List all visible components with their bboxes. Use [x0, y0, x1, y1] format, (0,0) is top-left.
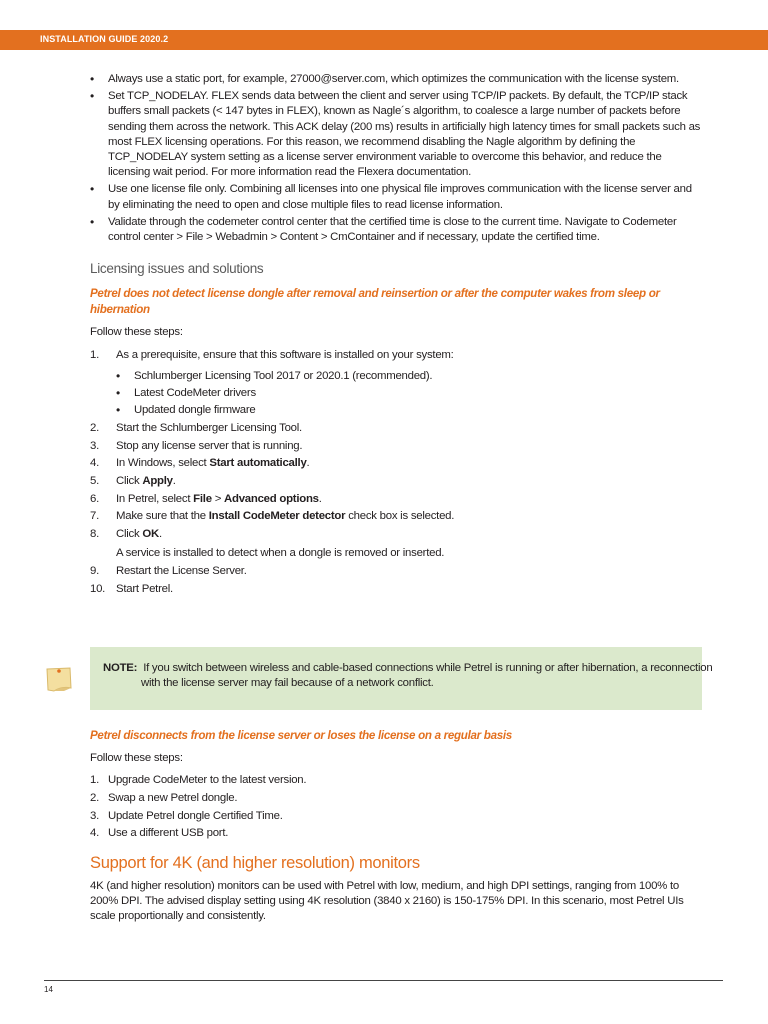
list-item	[90, 527, 702, 561]
step-text: Stop any license server that is running.	[116, 439, 303, 452]
page-content-lower	[90, 728, 702, 931]
step-number: 1.	[90, 348, 99, 361]
note-callout	[90, 647, 713, 710]
step-text-prefix: In Windows, select	[116, 457, 210, 470]
step-number: 8.	[90, 528, 99, 541]
step-number: 9.	[90, 565, 99, 578]
list-item	[90, 826, 702, 841]
step-number: 2.	[90, 421, 99, 434]
step-number: 6.	[90, 492, 99, 505]
step-number: 4.	[90, 457, 99, 470]
monitor-section-heading: Support for 4K (and higher resolution) monitors	[90, 853, 420, 872]
list-item	[90, 492, 702, 507]
list-item: • Always use a static port, for example, 27000@server.com, which optimizes the communication with the license system.	[90, 72, 702, 87]
ui-label-file: File	[193, 492, 212, 505]
list-item	[90, 439, 702, 454]
steps-intro: Follow these steps:	[90, 752, 183, 764]
list-item: • Validate through the codemeter control center that the certified time is close to the current time. Navigate to Codemeter control center > File > Webadmin > Content > CmContainer and if necessary, update the certified time.	[90, 215, 702, 245]
footer-divider	[44, 980, 723, 981]
list-item	[90, 773, 702, 788]
step-text: Update Petrel dongle Certified Time.	[108, 809, 283, 822]
step-number: 1.	[90, 774, 99, 787]
dongle-steps-list	[90, 348, 702, 597]
step-number: 3.	[90, 809, 99, 822]
ui-label-advanced-options: Advanced options	[224, 492, 319, 505]
list-item	[90, 582, 702, 597]
step-number: 4.	[90, 827, 99, 840]
ui-label-start-automatically: Start automatically	[209, 457, 307, 470]
list-item: • Latest CodeMeter drivers	[116, 386, 702, 401]
document-title: INSTALLATION GUIDE 2020.2	[40, 34, 169, 44]
list-item: • Updated dongle firmware	[116, 403, 702, 418]
step-text-suffix: .	[318, 492, 322, 505]
menu-separator: >	[211, 492, 225, 505]
list-item	[90, 456, 702, 471]
step-text-prefix: Click	[116, 475, 143, 488]
step-result-note: A service is installed to detect when a dongle is removed or inserted.	[116, 547, 445, 560]
list-item	[90, 564, 702, 579]
ui-label-ok: OK	[142, 528, 159, 541]
ui-label-install-codemeter-detector: Install CodeMeter detector	[208, 510, 346, 523]
step-text-suffix: .	[158, 528, 162, 541]
list-item	[90, 809, 702, 824]
list-item: • Schlumberger Licensing Tool 2017 or 2020.1 (recommended).	[116, 369, 702, 384]
step-text-prefix: Click	[116, 528, 143, 541]
step-text: Upgrade CodeMeter to the latest version.	[108, 774, 307, 787]
page-content	[90, 72, 702, 599]
list-item	[90, 509, 702, 524]
step-text: Restart the License Server.	[116, 565, 247, 578]
step-text-suffix: check box is selected.	[345, 510, 455, 523]
list-item: • Use one license file only. Combining all licenses into one physical file improves communication with the license server and by eliminating the need to open and close multiple files to read license information.	[90, 182, 702, 212]
list-item	[90, 421, 702, 436]
step-text-suffix: .	[306, 457, 310, 470]
header-bar	[0, 30, 768, 50]
page-number: 14	[44, 985, 53, 994]
list-item: • Set TCP_NODELAY. FLEX sends data between the client and server using TCP/IP packets. By default, the TCP/IP stack buffers small packets (< 147 bytes in FLEX), known as Nagle´s algorithm, to coalesce a large number of packets before sending them across the network. This ACK delay (200 ms) results in artificially high latency times for small packets such as most FLEX licensing operations. For this reason, we recommend disabling the Nagle algorithm by defining the TCP_NODELAY system setting as a license server environment variable to overcome this behavior, and reduce the licensing wait period. For more information read the Flexera documentation.	[90, 89, 702, 180]
step-number: 10.	[90, 582, 106, 595]
prerequisite-list	[116, 369, 702, 419]
issue-heading-dongle: Petrel does not detect license dongle after removal and reinsertion or after the computer wakes from sleep or hibernation	[90, 287, 660, 317]
steps-intro: Follow these steps:	[90, 326, 183, 339]
list-item	[90, 348, 702, 419]
top-bullet-list	[90, 72, 702, 245]
step-number: 5.	[90, 475, 99, 488]
step-text: Use a different USB port.	[108, 827, 229, 840]
ui-label-apply: Apply	[142, 475, 173, 488]
sticky-note-icon	[44, 664, 74, 694]
step-text: Start the Schlumberger Licensing Tool.	[116, 421, 302, 434]
step-number: 2.	[90, 791, 99, 804]
monitor-section-body: 4K (and higher resolution) monitors can be used with Petrel with low, medium, and high DPI settings, ranging from 100% to 200% DPI. The advised display setting using 4K resolution (3840 x 2160) is 150-175% DPI. In this scenario, most Petrel UIs scale proportionally and consistently.	[90, 879, 684, 923]
licensing-section-heading: Licensing issues and solutions	[90, 261, 264, 277]
issue-heading-disconnect: Petrel disconnects from the license server or loses the license on a regular basis	[90, 729, 512, 742]
step-text-prefix: In Petrel, select	[116, 492, 194, 505]
step-number: 3.	[90, 439, 99, 452]
step-text-suffix: .	[172, 475, 176, 488]
step-text: Start Petrel.	[116, 582, 173, 595]
step-text: Swap a new Petrel dongle.	[108, 791, 238, 804]
disconnect-steps-list	[90, 773, 702, 841]
step-text: As a prerequisite, ensure that this software is installed on your system:	[116, 348, 454, 361]
step-number: 7.	[90, 510, 99, 523]
note-body: If you switch between wireless and cable-based connections while Petrel is running or after hibernation, a reconnection with the license server may fail because of a network conflict.	[141, 662, 713, 690]
note-text	[103, 661, 721, 692]
note-label: NOTE:	[103, 662, 138, 674]
list-item	[90, 791, 702, 806]
step-text-prefix: Make sure that the	[116, 510, 209, 523]
list-item	[90, 474, 702, 489]
